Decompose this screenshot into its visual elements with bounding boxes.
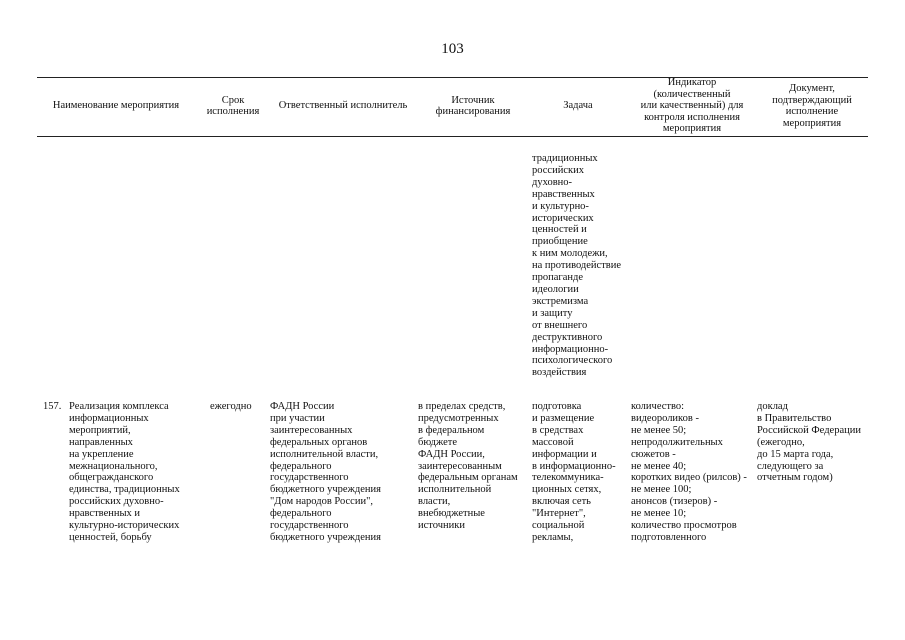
row-indicator: количество: видеороликов - не менее 50; непродолжительных сюжетов - не менее 40; коротких видео (рилсов) - не менее 100; анонсов (тизеров) - не менее 10; количество просмотров подготовленного xyxy=(631,401,747,543)
header-task: Задача xyxy=(563,100,593,112)
header-term: Срок исполнения xyxy=(206,94,260,117)
table-header-rule xyxy=(37,136,868,137)
row-number: 157. xyxy=(43,401,62,412)
header-executor: Ответственный исполнитель xyxy=(278,100,408,112)
header-indicator: Индикатор (количественный или качественный) для контроля исполнения мероприятия xyxy=(640,77,744,135)
row-document: доклад в Правительство Российской Федерации (ежегодно, до 15 марта года, следующего за отчетным годом) xyxy=(757,401,861,484)
header-name: Наименование мероприятия xyxy=(52,100,180,112)
row-term: ежегодно xyxy=(210,401,252,412)
header-source: Источник финансирования xyxy=(435,94,511,117)
page-number: 103 xyxy=(441,41,464,57)
row-task: подготовка и размещение в средствах массовой информации и в информационно- телекоммуника- ционных сетях, включая сеть "Интернет", социальной рекламы, xyxy=(532,401,616,543)
header-document: Документ, подтверждающий исполнение мероприятия xyxy=(772,83,852,129)
row-name: Реализация комплекса информационных мероприятий, направленных на укрепление межнационального, общегражданского единства, традиционных российских духовно- нравственных и культурно-исторических ценностей, борьбу xyxy=(69,401,180,543)
row-executor: ФАДН России при участии заинтересованных федеральных органов исполнительной власти, федерального государственного бюджетного учреждения "Дом народов России", федерального государственного бюджетного учреждения xyxy=(270,401,381,543)
continuation-task: традиционных российских духовно- нравственных и культурно- исторических ценностей и приобщение к ним молодежи, на противодействие пропаганде идеологии экстремизма и защиту от внешнего деструктивного информационно- психологического воздействия xyxy=(532,153,622,379)
row-source: в пределах средств, предусмотренных в федеральном бюджете ФАДН России, заинтересованным федеральным органам исполнительной власти, внебюджетные источники xyxy=(418,401,518,532)
